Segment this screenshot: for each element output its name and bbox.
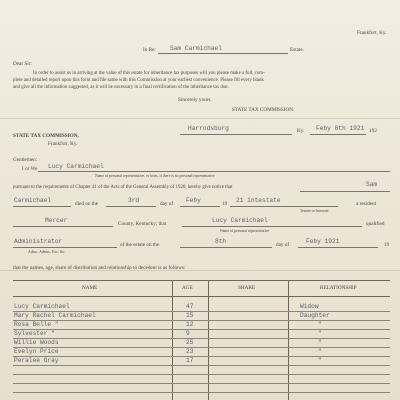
estate-label: Estate. bbox=[290, 47, 304, 53]
table-row-relationship: Daughter bbox=[300, 312, 330, 319]
role-line bbox=[13, 247, 117, 248]
qual-day-line bbox=[180, 247, 272, 248]
table-row-age: 9 bbox=[186, 330, 190, 337]
notice-line bbox=[300, 191, 390, 192]
estate-name: Sam Carmichael bbox=[170, 45, 222, 52]
county-line bbox=[13, 226, 113, 227]
year-line bbox=[230, 206, 338, 207]
header-location: Frankfort, Ky. bbox=[357, 30, 387, 36]
table-row-relationship: " bbox=[318, 348, 322, 355]
role-value: Administrator bbox=[14, 238, 63, 245]
paper-fold bbox=[0, 118, 400, 119]
place-value: Harrodsburg bbox=[188, 125, 229, 132]
rep-caption: Name of personal representative, or heirs, if there is no personal representative bbox=[95, 174, 215, 178]
testate-caption: Testate or Intestate bbox=[300, 209, 329, 213]
in-re-label: In Re: bbox=[143, 47, 156, 53]
date-line bbox=[310, 134, 366, 135]
table-top-rule bbox=[13, 280, 390, 281]
table-row-relationship: Widow bbox=[300, 303, 319, 310]
ky-label: Ky. bbox=[297, 128, 305, 134]
row-rule bbox=[13, 374, 390, 375]
addressee-line-2: Frankfort, Ky. bbox=[48, 141, 78, 147]
row-rule bbox=[13, 329, 390, 330]
resident-label: a resident bbox=[356, 201, 377, 207]
addressee-line-1: STATE TAX COMMISSION, bbox=[13, 133, 79, 139]
header-share: SHARE bbox=[238, 285, 256, 291]
i-or-we-label: I or We bbox=[22, 166, 38, 172]
year-value: 21 intestate bbox=[236, 197, 281, 204]
county-text: County, Kentucky; that bbox=[118, 221, 167, 227]
table-row-age: 17 bbox=[186, 357, 194, 364]
exec-caption: Name of personal representative bbox=[220, 229, 270, 233]
table-row-name: Peralee Gray bbox=[14, 357, 59, 364]
estate-line bbox=[158, 53, 288, 54]
qual-day-value: 8th bbox=[215, 238, 227, 245]
county-value: Mercer bbox=[45, 217, 68, 224]
instruction-line-3: and give all the information suggested, as it will be necessary in a final certification of the inheritance tax due. bbox=[13, 85, 229, 90]
final-19: 19 bbox=[384, 242, 390, 248]
closing: Sincerely yours, bbox=[178, 97, 212, 103]
table-row-relationship: " bbox=[318, 321, 322, 328]
table-row-age: 12 bbox=[186, 321, 194, 328]
row-rule bbox=[13, 383, 390, 384]
month-value: Feby bbox=[186, 197, 201, 204]
day-of-label: day of bbox=[160, 201, 174, 207]
date-value: Feby 8th 1921 bbox=[316, 125, 365, 132]
table-row-name: Mary Rachel Carmichael bbox=[14, 312, 96, 319]
table-row-name: Lucy Carmichael bbox=[14, 303, 70, 310]
gentlemen: Gentlemen: bbox=[13, 157, 38, 163]
table-row-name: Rosa Belle " bbox=[14, 321, 59, 328]
decedent-line bbox=[13, 206, 71, 207]
header-age: AGE bbox=[182, 285, 193, 291]
table-row-name: Evelyn Price bbox=[14, 348, 59, 355]
pursuant-text: pursuant to the requirements of Chapter 41 of the Acts of the General Assembly of 1920, hereby give notice that bbox=[13, 185, 233, 190]
commission-signature: STATE TAX COMMISSION. bbox=[232, 107, 295, 113]
day-line bbox=[106, 206, 156, 207]
of-estate-label: of the estate on the bbox=[120, 242, 160, 248]
table-row-age: 15 bbox=[186, 312, 194, 319]
table-row-age: 23 bbox=[186, 348, 194, 355]
instruction-line-1: In order to assist us in arriving at the value of this estate for inheritance tax purposes will you please make a full, com- bbox=[33, 71, 265, 76]
notice-name-start: Sam bbox=[366, 181, 378, 188]
month-line bbox=[180, 206, 220, 207]
year-prefix-19: 19 bbox=[222, 201, 228, 207]
row-rule bbox=[13, 365, 390, 366]
table-row-relationship: " bbox=[318, 357, 322, 364]
qualified-label: qualified bbox=[366, 221, 385, 227]
table-row-relationship: " bbox=[318, 330, 322, 337]
table-row-age: 47 bbox=[186, 303, 194, 310]
row-rule bbox=[13, 356, 390, 357]
rep-name-line bbox=[38, 171, 390, 172]
row-rule bbox=[13, 392, 390, 393]
header-relationship: RELATIONSHIP bbox=[320, 285, 357, 291]
qual-month-line bbox=[298, 247, 378, 248]
table-row-name: Sylvester " bbox=[14, 330, 55, 337]
table-column-divider bbox=[208, 280, 209, 400]
table-column-divider bbox=[172, 280, 173, 400]
table-column-divider bbox=[288, 280, 289, 400]
row-rule bbox=[13, 320, 390, 321]
day-value: 3rd bbox=[128, 197, 140, 204]
rep-name: Lucy Carmichael bbox=[48, 163, 104, 170]
row-rule bbox=[13, 347, 390, 348]
salutation: Dear Sir: bbox=[13, 61, 32, 67]
role-caption: Admr., Admrx, Exr., &c. bbox=[28, 250, 66, 254]
executor-line bbox=[182, 226, 362, 227]
table-row-age: 25 bbox=[186, 339, 194, 346]
died-on-label: died on the bbox=[75, 201, 99, 207]
year-prefix: 192 bbox=[369, 128, 377, 134]
place-line bbox=[180, 134, 292, 135]
decedent-surname: Carmichael bbox=[14, 197, 52, 204]
heirs-intro: that the names, age, share of distribution and relationship to decedent is as follows: bbox=[13, 265, 186, 271]
executor-name: Lucy Carmichael bbox=[212, 217, 268, 224]
row-rule bbox=[13, 311, 390, 312]
instruction-line-2: plete and detailed report upon this form and file same with this Commission at your earliest convenience. Please fill every blank bbox=[13, 78, 264, 83]
qual-month-year: Feby 1921 bbox=[306, 238, 340, 245]
row-rule bbox=[13, 338, 390, 339]
qual-day-of: day of bbox=[276, 242, 290, 248]
header-name: NAME bbox=[82, 285, 98, 291]
table-header-rule bbox=[13, 296, 390, 297]
table-row-name: Willie Woods bbox=[14, 339, 59, 346]
table-row-relationship: " bbox=[318, 339, 322, 346]
